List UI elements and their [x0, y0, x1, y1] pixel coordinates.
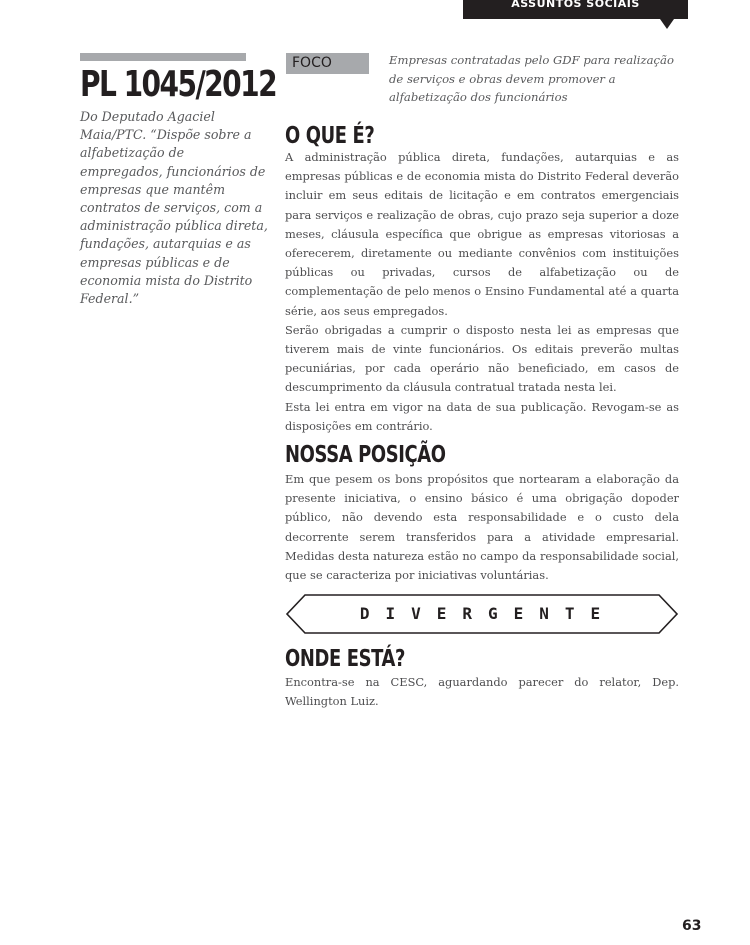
focus-label: FOCO: [286, 53, 369, 74]
focus-text: Empresas contratadas pelo GDF para realização de serviços e obras devem promover a alfabetização dos funcionários: [389, 53, 674, 104]
section-tab: ASSUNTOS SOCIAIS: [463, 0, 688, 19]
bill-summary: [80, 53, 277, 308]
what-is-paragraph: A administração pública direta, fundações, autarquias e as empresas públicas e de economia mista do Distrito Federal deverão incluir em seus editais de licitação e em contratos emergenciais para serviços e realização de obras, cujo prazo seja superior a doze meses, cláusula específica que obrigue as empresas vitoriosas a oferecerem, diretamente ou mediante convênios com instituições públicas ou privadas, cursos de alfabetização ou de complementação de pelo menos o Ensino Fundamental até a quarta série, aos seus empregados.: [285, 150, 679, 318]
title-accent-bar: [80, 53, 246, 61]
bill-title: PL 1045/2012: [80, 64, 277, 105]
page-number: 63: [682, 918, 702, 934]
our-position-body: Em que pesem os bons propósitos que nortearam a elaboração da presente iniciativa, o ensino básico é uma obrigação dopoder público, não devendo esta responsabilidade e o custo dela decorrente serem transferidos para a atividade empresarial. Medidas desta natureza estão no campo da responsabilidade social, que se caracteriza por iniciativas voluntárias.: [285, 472, 679, 583]
where-is-heading: ONDE ESTÁ?: [285, 646, 406, 672]
section-tab-notch: [660, 19, 674, 29]
what-is-body: [285, 148, 679, 436]
what-is-heading: O QUE É?: [285, 123, 375, 149]
what-is-paragraph: Serão obrigadas a cumprir o disposto nesta lei as empresas que tiverem mais de vinte funcionários. Os editais preverão multas pecuniárias, por cada operário não beneficiado, em casos de descumprimento da cláusula contratual tratada nesta lei.: [285, 322, 679, 395]
stance-banner: [285, 593, 679, 635]
what-is-paragraph: Esta lei entra em vigor na data de sua publicação. Revogam-se as disposições em contrário.: [285, 399, 679, 433]
our-position-heading: NOSSA POSIÇÃO: [285, 442, 446, 468]
where-is-body: Encontra-se na CESC, aguardando parecer do relator, Dep. Wellington Luiz.: [285, 675, 679, 709]
bill-description: Do Deputado Agaciel Maia/PTC. “Dispõe sobre a alfabetização de empregados, funcionários de empresas que mantêm contratos de serviços, com a administração pública direta, fundações, autarquias e as empresas públicas e de economia mista do Distrito Federal.”: [80, 109, 268, 307]
stance-label: DIVERGENTE: [359, 604, 617, 623]
